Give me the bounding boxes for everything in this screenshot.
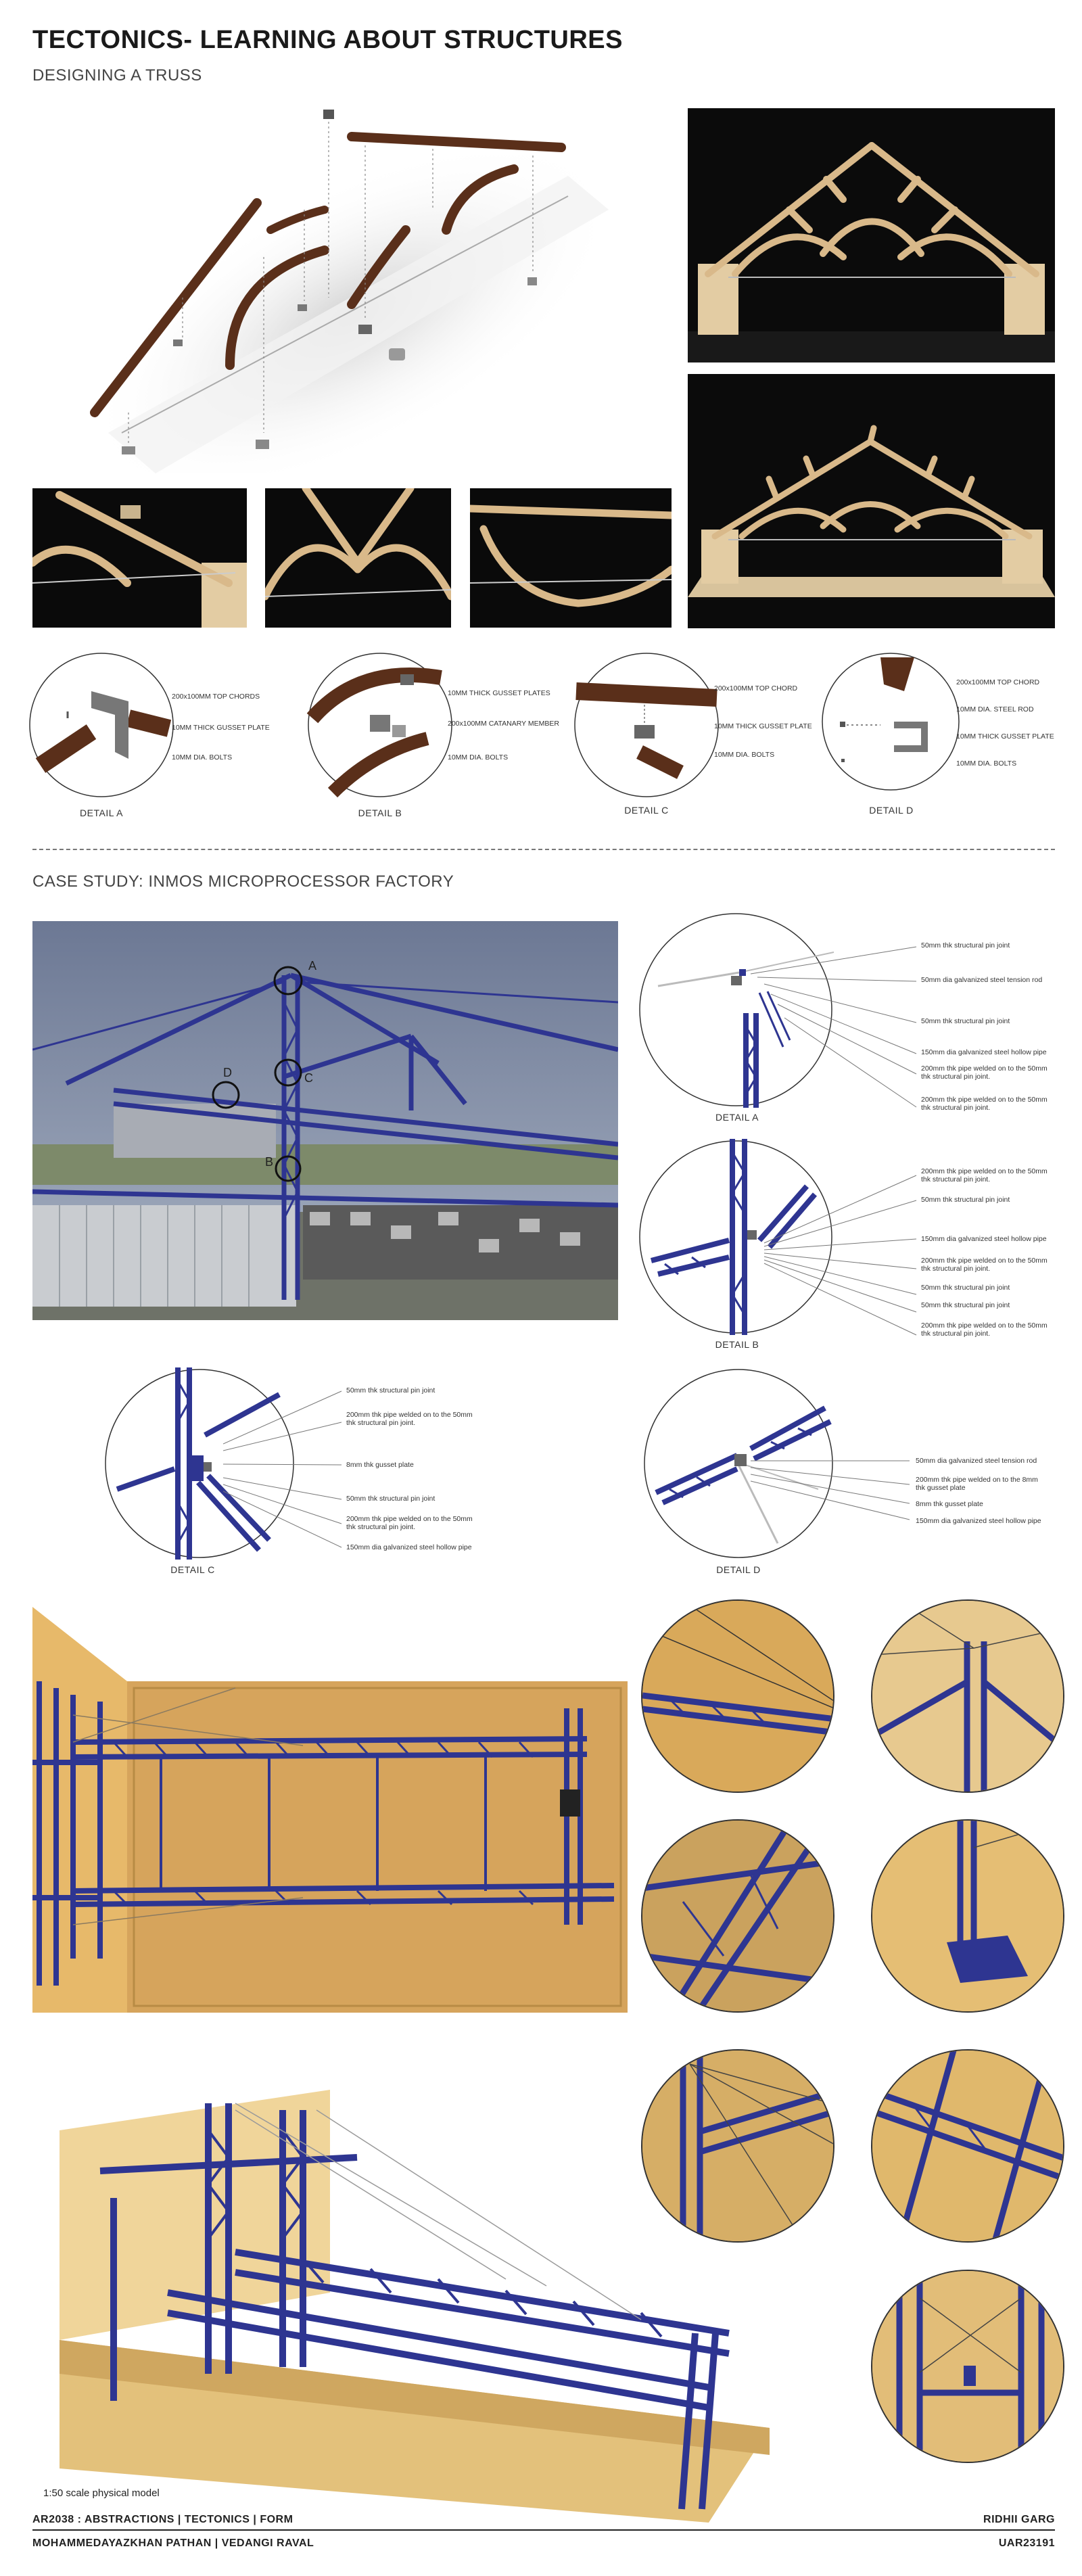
footer-divider [32,2529,1055,2531]
inmos-factory-photo [32,921,618,1320]
leader-lines [751,1441,913,1522]
label: 10MM DIA. BOLTS [448,753,509,762]
label: 200x100MM TOP CHORDS [172,693,260,701]
label: 200mm thk pipe welded on to the 8mm thk gusset plate [916,1476,1038,1492]
section-divider [32,849,1055,850]
page-subtitle: DESIGNING A TRUSS [32,66,202,85]
label: 200mm thk pipe welded on to the 50mm thk structural pin joint. [921,1064,1048,1081]
label: 200x100MM CATANARY MEMBER [448,720,559,728]
truss-model-photo-perspective [688,374,1055,628]
model-closeup-4 [871,1819,1064,2013]
model-closeup-2 [871,1599,1064,1793]
joint-photo-span [470,488,672,628]
photo-marker-d: D [223,1066,232,1079]
label: 50mm thk structural pin joint [921,1196,1010,1204]
label: 10MM THICK GUSSET PLATES [448,689,550,697]
detail-caption: DETAIL C [624,805,669,816]
detail-caption: DETAIL D [869,805,914,816]
label: 10MM THICK GUSSET PLATE [172,724,270,732]
detail-caption: DETAIL B [358,807,402,818]
label: 200mm thk pipe welded on to the 50mm thk structural pin joint. [921,1257,1048,1273]
model-closeup-6 [871,2049,1064,2243]
label: 150mm dia galvanized steel hollow pipe [921,1235,1047,1243]
page-title: TECTONICS- LEARNING ABOUT STRUCTURES [32,26,623,54]
detail-caption: DETAIL A [80,807,123,818]
photo-marker-a: A [308,959,317,973]
leader-lines [223,1383,345,1559]
label: 50mm thk structural pin joint [921,1301,1010,1309]
label: 10MM THICK GUSSET PLATE [714,722,812,730]
label: 10MM THICK GUSSET PLATE [956,732,1054,741]
model-closeup-1 [641,1599,834,1793]
truss-model-photo-front [688,108,1055,362]
label: 150mm dia galvanized steel hollow pipe [921,1048,1047,1056]
label: 10MM DIA. BOLTS [714,751,775,759]
label: 200x100MM TOP CHORD [956,678,1040,686]
label: 200mm thk pipe welded on to the 50mm thk structural pin joint. [921,1321,1048,1338]
leader-lines [751,1169,920,1338]
label: 50mm thk structural pin joint [346,1386,436,1395]
detail-caption: DETAIL A [715,1112,759,1123]
physical-model-top-view [32,1607,628,2013]
leader-lines [737,937,920,1113]
course-label: AR2038 : ABSTRACTIONS | TECTONICS | FORM [32,2514,293,2525]
exploded-truss-axonometric [27,95,676,473]
label: 200mm thk pipe welded on to the 50mm thk structural pin joint. [346,1411,473,1427]
label: 50mm thk structural pin joint [346,1495,436,1503]
label: 8mm thk gusset plate [916,1500,983,1508]
label: 50mm dia galvanized steel tension rod [921,976,1043,984]
label: 200x100MM TOP CHORD [714,684,798,693]
label: 150mm dia galvanized steel hollow pipe [916,1517,1041,1525]
label: 150mm dia galvanized steel hollow pipe [346,1543,472,1551]
label: 200mm thk pipe welded on to the 50mm thk structural pin joint. [346,1515,473,1531]
label: 10MM DIA. BOLTS [956,759,1017,768]
case-study-title: CASE STUDY: INMOS MICROPROCESSOR FACTORY [32,872,454,891]
model-closeup-3 [641,1819,834,2013]
detail-caption: DETAIL C [170,1564,215,1575]
label: 50mm dia galvanized steel tension rod [916,1457,1037,1465]
detail-caption: DETAIL B [715,1339,759,1350]
label: 200mm thk pipe welded on to the 50mm thk structural pin joint. [921,1096,1048,1112]
label: 8mm thk gusset plate [346,1461,414,1469]
model-closeup-5 [641,2049,834,2243]
label: 50mm thk structural pin joint [921,1284,1010,1292]
scale-caption: 1:50 scale physical model [43,2487,160,2499]
authors-label: MOHAMMEDAYAZKHAN PATHAN | VEDANGI RAVAL [32,2537,314,2549]
joint-photo-end [32,488,247,628]
label: 10MM DIA. STEEL ROD [956,705,1034,713]
model-closeup-7 [871,2270,1064,2463]
photo-marker-b: B [265,1155,274,1169]
label: 50mm thk structural pin joint [921,1017,1010,1025]
photo-marker-c: C [304,1071,313,1085]
label: 50mm thk structural pin joint [921,941,1010,950]
student-name: RIDHII GARG [983,2514,1055,2525]
joint-photo-arches [265,488,451,628]
label: 10MM DIA. BOLTS [172,753,233,762]
label: 200mm thk pipe welded on to the 50mm thk structural pin joint. [921,1167,1048,1184]
student-id: UAR23191 [998,2537,1055,2549]
detail-caption: DETAIL D [716,1564,761,1575]
